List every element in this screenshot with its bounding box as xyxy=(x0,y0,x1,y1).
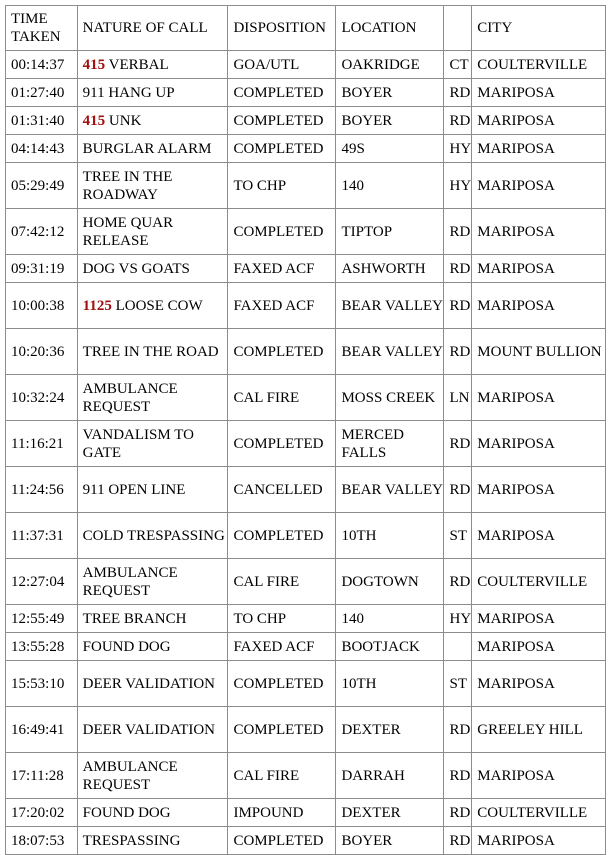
cell-city: MARIPOSA xyxy=(472,209,606,255)
cell-street-suffix: RD xyxy=(444,329,472,375)
cell-city: MARIPOSA xyxy=(472,163,606,209)
cell-city: COULTERVILLE xyxy=(472,559,606,605)
table-row xyxy=(6,513,606,559)
cell-nature-of-call: HOME QUAR RELEASE xyxy=(78,209,229,255)
cell-time-taken: 15:53:10 xyxy=(6,661,78,707)
cell-disposition: COMPLETED xyxy=(228,329,336,375)
cell-location: BOYER xyxy=(336,107,444,135)
cell-street-suffix: RD xyxy=(444,827,472,855)
cell-nature-of-call: AMBULANCE REQUEST xyxy=(78,375,229,421)
cell-nature-of-call: VANDALISM TO GATE xyxy=(78,421,229,467)
cell-city: MARIPOSA xyxy=(472,827,606,855)
cell-nature-of-call: TREE IN THE ROADWAY xyxy=(78,163,229,209)
cell-disposition: TO CHP xyxy=(228,605,336,633)
cell-location: 10TH xyxy=(336,513,444,559)
cell-location: 49S xyxy=(336,135,444,163)
cell-street-suffix: ST xyxy=(444,661,472,707)
table-row xyxy=(6,799,606,827)
cell-nature-of-call: DOG VS GOATS xyxy=(78,255,229,283)
cell-location: 10TH xyxy=(336,661,444,707)
table-row xyxy=(6,661,606,707)
table-row xyxy=(6,255,606,283)
cell-time-taken: 11:24:56 xyxy=(6,467,78,513)
cell-nature-of-call: AMBULANCE REQUEST xyxy=(78,559,229,605)
cell-time-taken: 10:20:36 xyxy=(6,329,78,375)
cell-street-suffix: HY xyxy=(444,135,472,163)
cell-nature-of-call xyxy=(78,283,229,329)
table-header xyxy=(6,6,606,51)
cell-street-suffix: RD xyxy=(444,799,472,827)
cell-street-suffix: ST xyxy=(444,513,472,559)
cell-street-suffix: RD xyxy=(444,79,472,107)
cell-street-suffix: HY xyxy=(444,605,472,633)
cell-location: DARRAH xyxy=(336,753,444,799)
cell-location: TIPTOP xyxy=(336,209,444,255)
cell-city: MARIPOSA xyxy=(472,753,606,799)
cell-time-taken: 17:11:28 xyxy=(6,753,78,799)
cell-time-taken: 01:27:40 xyxy=(6,79,78,107)
table-row xyxy=(6,605,606,633)
cell-disposition: COMPLETED xyxy=(228,513,336,559)
cell-city: MARIPOSA xyxy=(472,283,606,329)
header-disposition: DISPOSITION xyxy=(228,6,336,51)
cell-location: MERCED FALLS xyxy=(336,421,444,467)
cell-disposition: FAXED ACF xyxy=(228,283,336,329)
cell-street-suffix: RD xyxy=(444,467,472,513)
cell-location: ASHWORTH xyxy=(336,255,444,283)
penal-code: 415 xyxy=(82,56,106,73)
cell-city: MARIPOSA xyxy=(472,255,606,283)
header-nature-of-call: NATURE OF CALL xyxy=(78,6,229,51)
cell-city: MARIPOSA xyxy=(472,135,606,163)
cell-location: BOOTJACK xyxy=(336,633,444,661)
cell-disposition: CAL FIRE xyxy=(228,559,336,605)
cell-location: MOSS CREEK xyxy=(336,375,444,421)
header-row xyxy=(6,6,606,51)
cell-disposition: FAXED ACF xyxy=(228,633,336,661)
cell-city: MARIPOSA xyxy=(472,79,606,107)
cell-time-taken: 12:55:49 xyxy=(6,605,78,633)
nature-text: VERBAL xyxy=(108,56,169,73)
cell-disposition: COMPLETED xyxy=(228,707,336,753)
cell-time-taken: 00:14:37 xyxy=(6,51,78,79)
table-body xyxy=(6,51,606,855)
cell-time-taken: 01:31:40 xyxy=(6,107,78,135)
cell-city: COULTERVILLE xyxy=(472,799,606,827)
cell-location: BOYER xyxy=(336,79,444,107)
cell-street-suffix: RD xyxy=(444,255,472,283)
cell-time-taken: 11:37:31 xyxy=(6,513,78,559)
cell-time-taken: 18:07:53 xyxy=(6,827,78,855)
cell-disposition: TO CHP xyxy=(228,163,336,209)
table-row xyxy=(6,559,606,605)
header-location: LOCATION xyxy=(336,6,444,51)
cell-time-taken: 11:16:21 xyxy=(6,421,78,467)
cell-disposition: IMPOUND xyxy=(228,799,336,827)
cell-time-taken: 09:31:19 xyxy=(6,255,78,283)
cell-street-suffix: HY xyxy=(444,163,472,209)
cell-location: BEAR VALLEY xyxy=(336,283,444,329)
cell-nature-of-call xyxy=(78,51,229,79)
cell-time-taken: 17:20:02 xyxy=(6,799,78,827)
call-log-page xyxy=(5,5,606,855)
table-row xyxy=(6,753,606,799)
table-row xyxy=(6,421,606,467)
cell-nature-of-call xyxy=(78,107,229,135)
cell-street-suffix xyxy=(444,633,472,661)
cell-street-suffix: RD xyxy=(444,421,472,467)
cell-disposition: CAL FIRE xyxy=(228,375,336,421)
cell-disposition: COMPLETED xyxy=(228,79,336,107)
cell-city: COULTERVILLE xyxy=(472,51,606,79)
cell-disposition: COMPLETED xyxy=(228,209,336,255)
cell-street-suffix: RD xyxy=(444,707,472,753)
cell-city: GREELEY HILL xyxy=(472,707,606,753)
table-row xyxy=(6,375,606,421)
cell-disposition: CANCELLED xyxy=(228,467,336,513)
cell-disposition: COMPLETED xyxy=(228,421,336,467)
cell-street-suffix: RD xyxy=(444,559,472,605)
cell-time-taken: 04:14:43 xyxy=(6,135,78,163)
table-row xyxy=(6,79,606,107)
cell-city: MARIPOSA xyxy=(472,605,606,633)
cell-time-taken: 05:29:49 xyxy=(6,163,78,209)
cell-disposition: CAL FIRE xyxy=(228,753,336,799)
table-row xyxy=(6,107,606,135)
cell-time-taken: 12:27:04 xyxy=(6,559,78,605)
cell-time-taken: 13:55:28 xyxy=(6,633,78,661)
cell-disposition: GOA/UTL xyxy=(228,51,336,79)
cell-city: MARIPOSA xyxy=(472,633,606,661)
table-row xyxy=(6,135,606,163)
header-street-suffix xyxy=(444,6,472,51)
cell-nature-of-call: DEER VALIDATION xyxy=(78,661,229,707)
table-row xyxy=(6,329,606,375)
cell-nature-of-call: FOUND DOG xyxy=(78,799,229,827)
call-log-table xyxy=(5,5,606,855)
cell-city: MARIPOSA xyxy=(472,421,606,467)
cell-time-taken: 10:00:38 xyxy=(6,283,78,329)
cell-disposition: COMPLETED xyxy=(228,135,336,163)
cell-location: DEXTER xyxy=(336,799,444,827)
cell-nature-of-call: BURGLAR ALARM xyxy=(78,135,229,163)
cell-disposition: FAXED ACF xyxy=(228,255,336,283)
cell-location: 140 xyxy=(336,605,444,633)
cell-nature-of-call: TREE IN THE ROAD xyxy=(78,329,229,375)
cell-street-suffix: LN xyxy=(444,375,472,421)
cell-nature-of-call: AMBULANCE REQUEST xyxy=(78,753,229,799)
cell-location: DEXTER xyxy=(336,707,444,753)
nature-text: UNK xyxy=(108,112,142,129)
cell-nature-of-call: FOUND DOG xyxy=(78,633,229,661)
cell-street-suffix: RD xyxy=(444,107,472,135)
table-row xyxy=(6,633,606,661)
cell-street-suffix: RD xyxy=(444,753,472,799)
cell-location: DOGTOWN xyxy=(336,559,444,605)
cell-time-taken: 16:49:41 xyxy=(6,707,78,753)
table-row xyxy=(6,51,606,79)
cell-nature-of-call: 911 OPEN LINE xyxy=(78,467,229,513)
nature-text: LOOSE COW xyxy=(115,297,203,314)
cell-street-suffix: RD xyxy=(444,209,472,255)
cell-time-taken: 07:42:12 xyxy=(6,209,78,255)
cell-nature-of-call: 911 HANG UP xyxy=(78,79,229,107)
cell-city: MARIPOSA xyxy=(472,661,606,707)
cell-city: MARIPOSA xyxy=(472,107,606,135)
cell-nature-of-call: TREE BRANCH xyxy=(78,605,229,633)
cell-nature-of-call: DEER VALIDATION xyxy=(78,707,229,753)
cell-disposition: COMPLETED xyxy=(228,827,336,855)
table-row xyxy=(6,467,606,513)
table-row xyxy=(6,827,606,855)
cell-nature-of-call: TRESPASSING xyxy=(78,827,229,855)
cell-time-taken: 10:32:24 xyxy=(6,375,78,421)
cell-location: BEAR VALLEY xyxy=(336,329,444,375)
cell-city: MARIPOSA xyxy=(472,513,606,559)
table-row xyxy=(6,283,606,329)
cell-nature-of-call: COLD TRESPASSING xyxy=(78,513,229,559)
cell-disposition: COMPLETED xyxy=(228,661,336,707)
cell-street-suffix: CT xyxy=(444,51,472,79)
cell-location: 140 xyxy=(336,163,444,209)
header-city: CITY xyxy=(472,6,606,51)
cell-city: MARIPOSA xyxy=(472,375,606,421)
cell-city: MOUNT BULLION xyxy=(472,329,606,375)
cell-location: OAKRIDGE xyxy=(336,51,444,79)
table-row xyxy=(6,209,606,255)
cell-city: MARIPOSA xyxy=(472,467,606,513)
cell-location: BEAR VALLEY xyxy=(336,467,444,513)
penal-code: 1125 xyxy=(82,297,112,314)
cell-street-suffix: RD xyxy=(444,283,472,329)
header-time-taken: TIME TAKEN xyxy=(6,6,78,51)
cell-disposition: COMPLETED xyxy=(228,107,336,135)
table-row xyxy=(6,707,606,753)
table-row xyxy=(6,163,606,209)
penal-code: 415 xyxy=(82,112,106,129)
cell-location: BOYER xyxy=(336,827,444,855)
